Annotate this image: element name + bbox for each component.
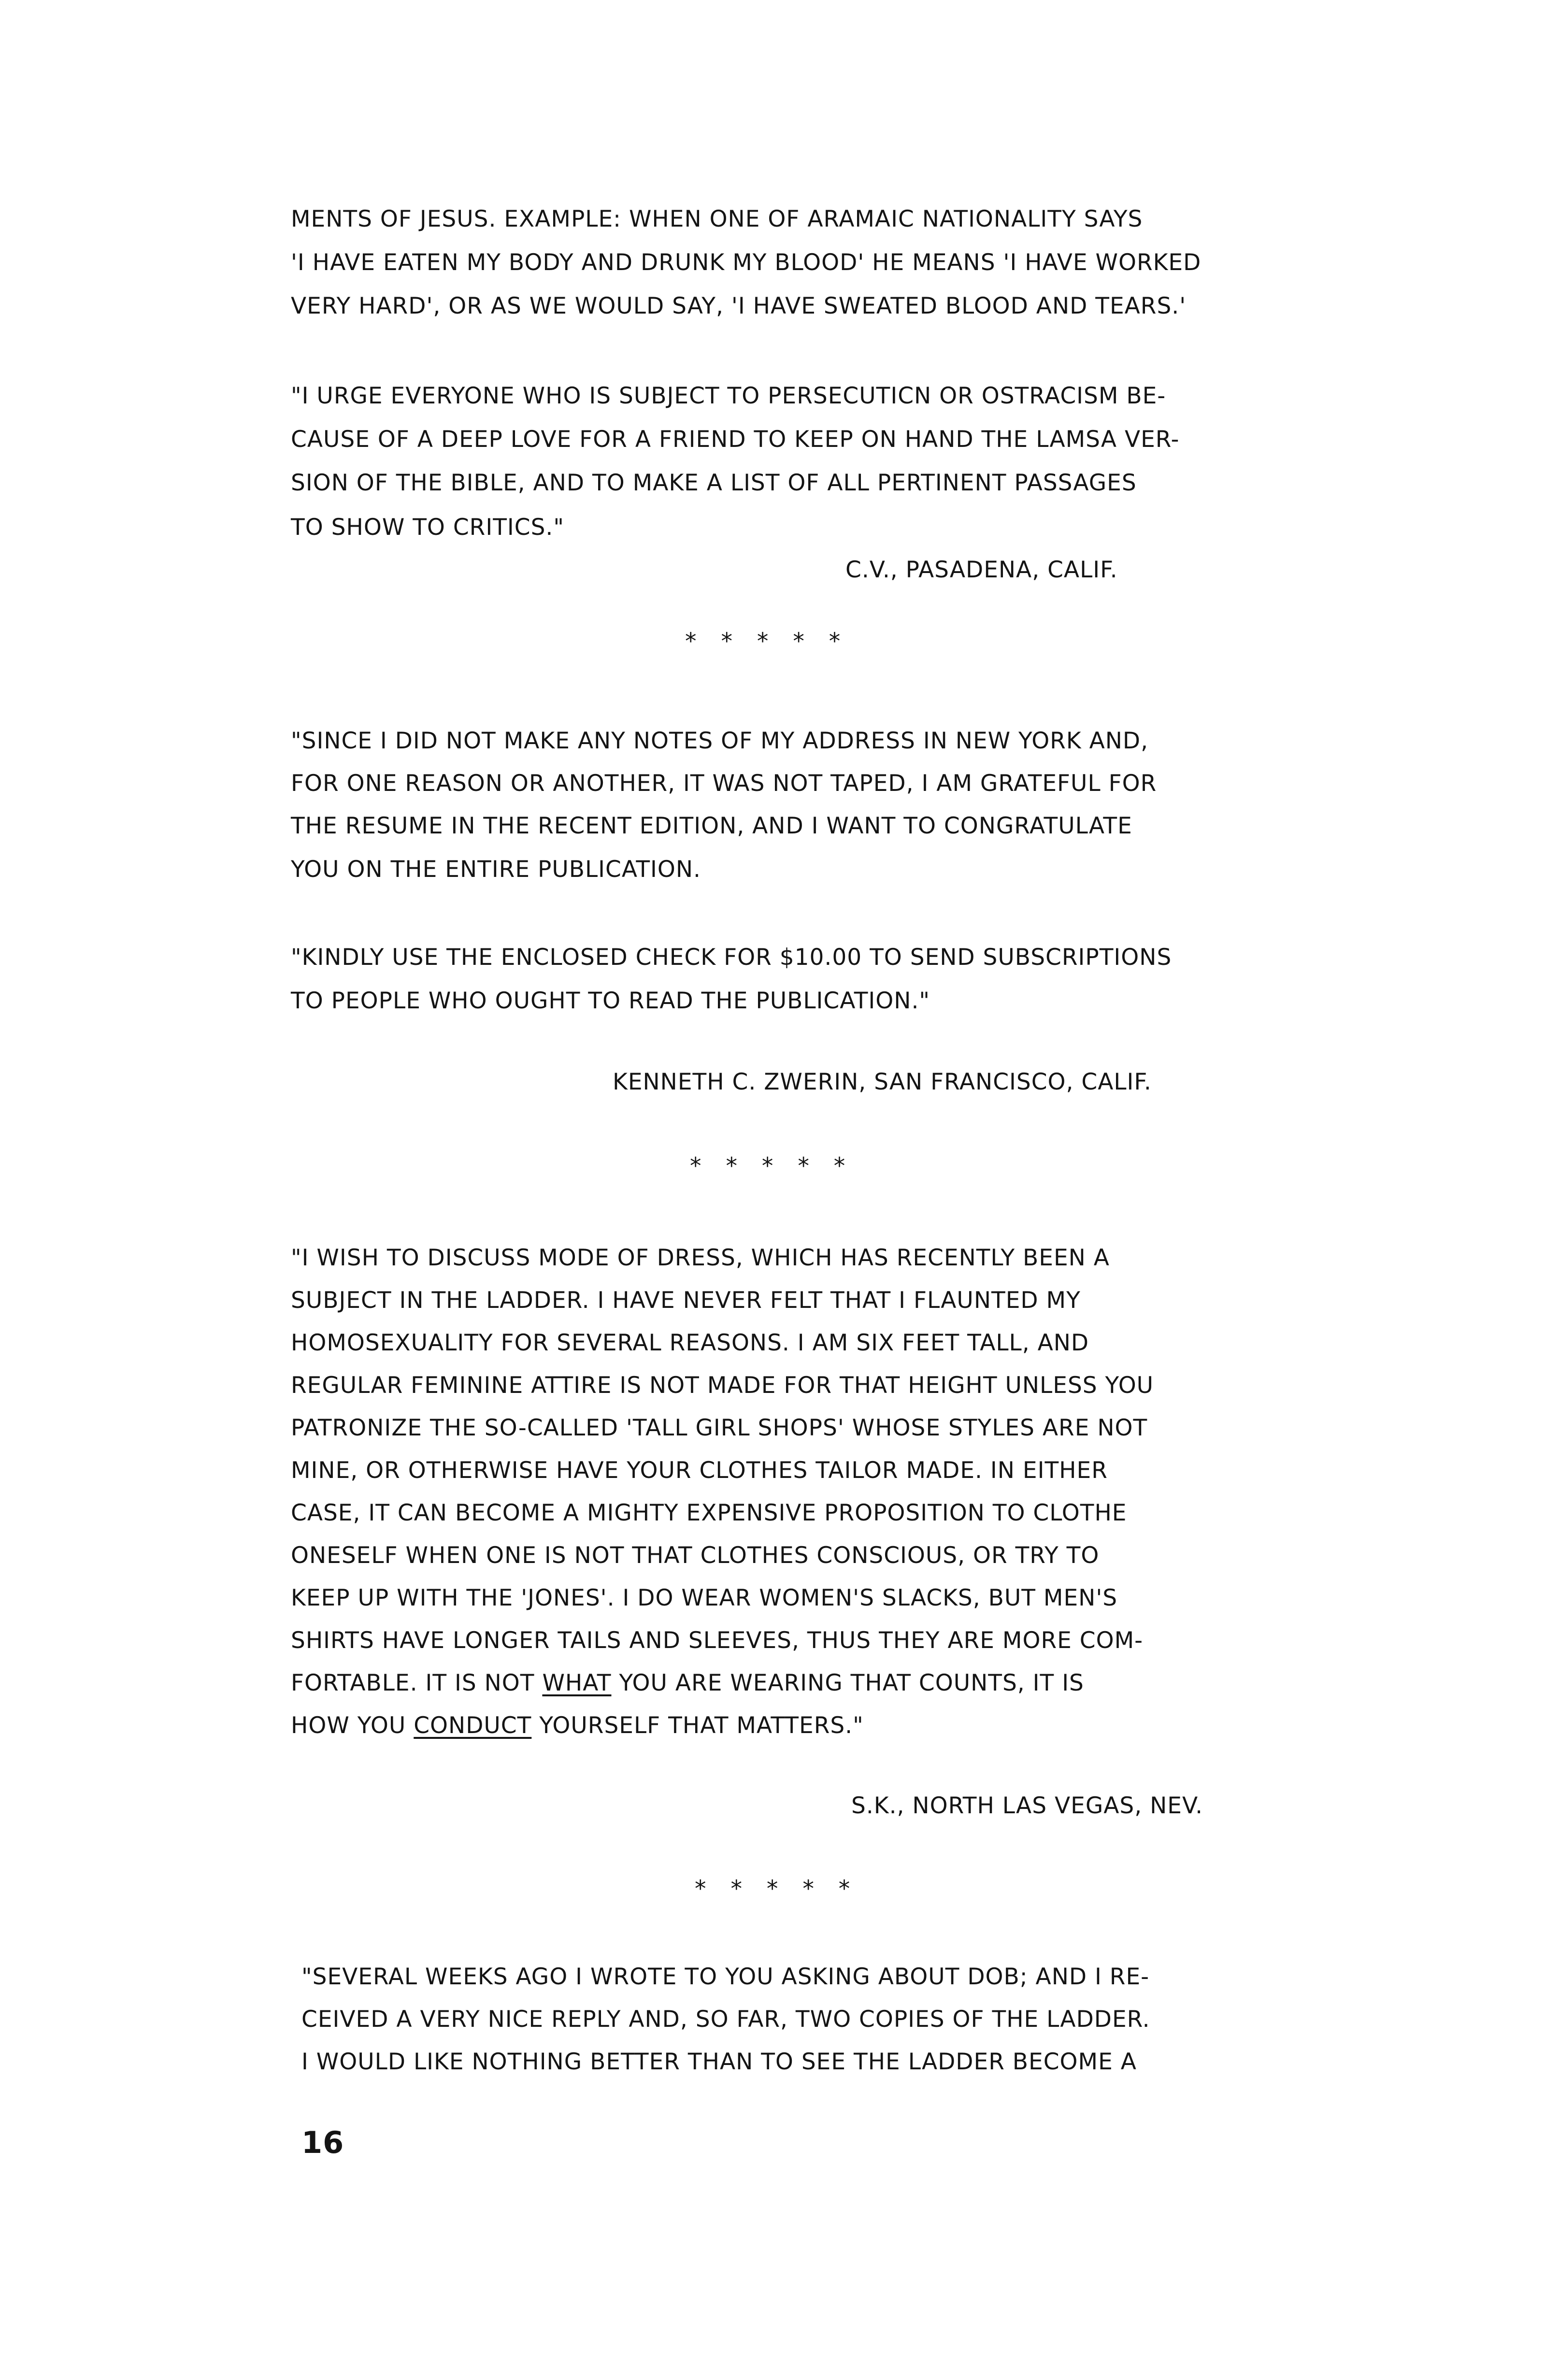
text-line: "KINDLY USE THE ENCLOSED CHECK FOR $10.00 TO SEND SUBSCRIPTIONS xyxy=(291,944,1172,971)
section-separator: * * * * * xyxy=(690,1153,854,1179)
underlined-word: WHAT xyxy=(542,1670,612,1696)
text-line: "SINCE I DID NOT MAKE ANY NOTES OF MY ADDRESS IN NEW YORK AND, xyxy=(291,728,1149,754)
text-line xyxy=(291,1711,864,1740)
text-line: SUBJECT IN THE LADDER. I HAVE NEVER FELT THAT I FLAUNTED MY xyxy=(291,1287,1081,1314)
letter-signature: C.V., PASADENA, CALIF. xyxy=(845,557,1118,583)
text-line: HOMOSEXUALITY FOR SEVERAL REASONS. I AM SIX FEET TALL, AND xyxy=(291,1330,1089,1356)
text-line: PATRONIZE THE SO-CALLED 'TALL GIRL SHOPS' WHOSE STYLES ARE NOT xyxy=(291,1415,1148,1441)
text-line: CAUSE OF A DEEP LOVE FOR A FRIEND TO KEEP ON HAND THE LAMSA VER- xyxy=(291,426,1180,453)
text-line: ONESELF WHEN ONE IS NOT THAT CLOTHES CONSCIOUS, OR TRY TO xyxy=(291,1542,1100,1569)
text-run: YOU ARE WEARING THAT COUNTS, IT IS xyxy=(611,1670,1084,1696)
page-number: 16 xyxy=(301,2125,344,2160)
text-line: 'I HAVE EATEN MY BODY AND DRUNK MY BLOOD' HE MEANS 'I HAVE WORKED xyxy=(291,249,1202,276)
text-line: REGULAR FEMININE ATTIRE IS NOT MADE FOR THAT HEIGHT UNLESS YOU xyxy=(291,1372,1154,1399)
text-line: I WOULD LIKE NOTHING BETTER THAN TO SEE THE LADDER BECOME A xyxy=(301,2049,1137,2075)
text-line: FOR ONE REASON OR ANOTHER, IT WAS NOT TAPED, I AM GRATEFUL FOR xyxy=(291,770,1157,797)
text-line: THE RESUME IN THE RECENT EDITION, AND I WANT TO CONGRATULATE xyxy=(291,813,1132,839)
text-line: VERY HARD', OR AS WE WOULD SAY, 'I HAVE SWEATED BLOOD AND TEARS.' xyxy=(291,293,1187,319)
text-line: KEEP UP WITH THE 'JONES'. I DO WEAR WOMEN'S SLACKS, BUT MEN'S xyxy=(291,1585,1118,1611)
text-line: MENTS OF JESUS. EXAMPLE: WHEN ONE OF ARAMAIC NATIONALITY SAYS xyxy=(291,206,1143,232)
text-run: HOW YOU xyxy=(291,1712,414,1739)
letter-signature: KENNETH C. ZWERIN, SAN FRANCISCO, CALIF. xyxy=(613,1069,1152,1095)
section-separator: * * * * * xyxy=(685,628,849,655)
text-line: TO SHOW TO CRITICS." xyxy=(291,514,564,541)
letter-signature: S.K., NORTH LAS VEGAS, NEV. xyxy=(851,1792,1203,1819)
text-line: CEIVED A VERY NICE REPLY AND, SO FAR, TWO COPIES OF THE LADDER. xyxy=(301,2006,1150,2033)
text-line: MINE, OR OTHERWISE HAVE YOUR CLOTHES TAILOR MADE. IN EITHER xyxy=(291,1457,1108,1484)
text-line: "I WISH TO DISCUSS MODE OF DRESS, WHICH HAS RECENTLY BEEN A xyxy=(291,1245,1110,1271)
section-separator: * * * * * xyxy=(695,1876,859,1902)
text-line: "I URGE EVERYONE WHO IS SUBJECT TO PERSECUTICN OR OSTRACISM BE- xyxy=(291,383,1166,409)
text-run: FORTABLE. IT IS NOT xyxy=(291,1670,543,1696)
text-line: CASE, IT CAN BECOME A MIGHTY EXPENSIVE PROPOSITION TO CLOTHE xyxy=(291,1500,1127,1526)
text-line xyxy=(291,1669,1084,1698)
underlined-word: CONDUCT xyxy=(414,1712,532,1739)
text-line: "SEVERAL WEEKS AGO I WROTE TO YOU ASKING ABOUT DOB; AND I RE- xyxy=(301,1964,1150,1990)
text-line: YOU ON THE ENTIRE PUBLICATION. xyxy=(291,856,701,883)
text-run: YOURSELF THAT MATTERS." xyxy=(531,1712,864,1739)
text-line: SHIRTS HAVE LONGER TAILS AND SLEEVES, THUS THEY ARE MORE COM- xyxy=(291,1627,1144,1654)
text-line: SION OF THE BIBLE, AND TO MAKE A LIST OF ALL PERTINENT PASSAGES xyxy=(291,470,1137,496)
text-line: TO PEOPLE WHO OUGHT TO READ THE PUBLICATION." xyxy=(291,988,930,1014)
